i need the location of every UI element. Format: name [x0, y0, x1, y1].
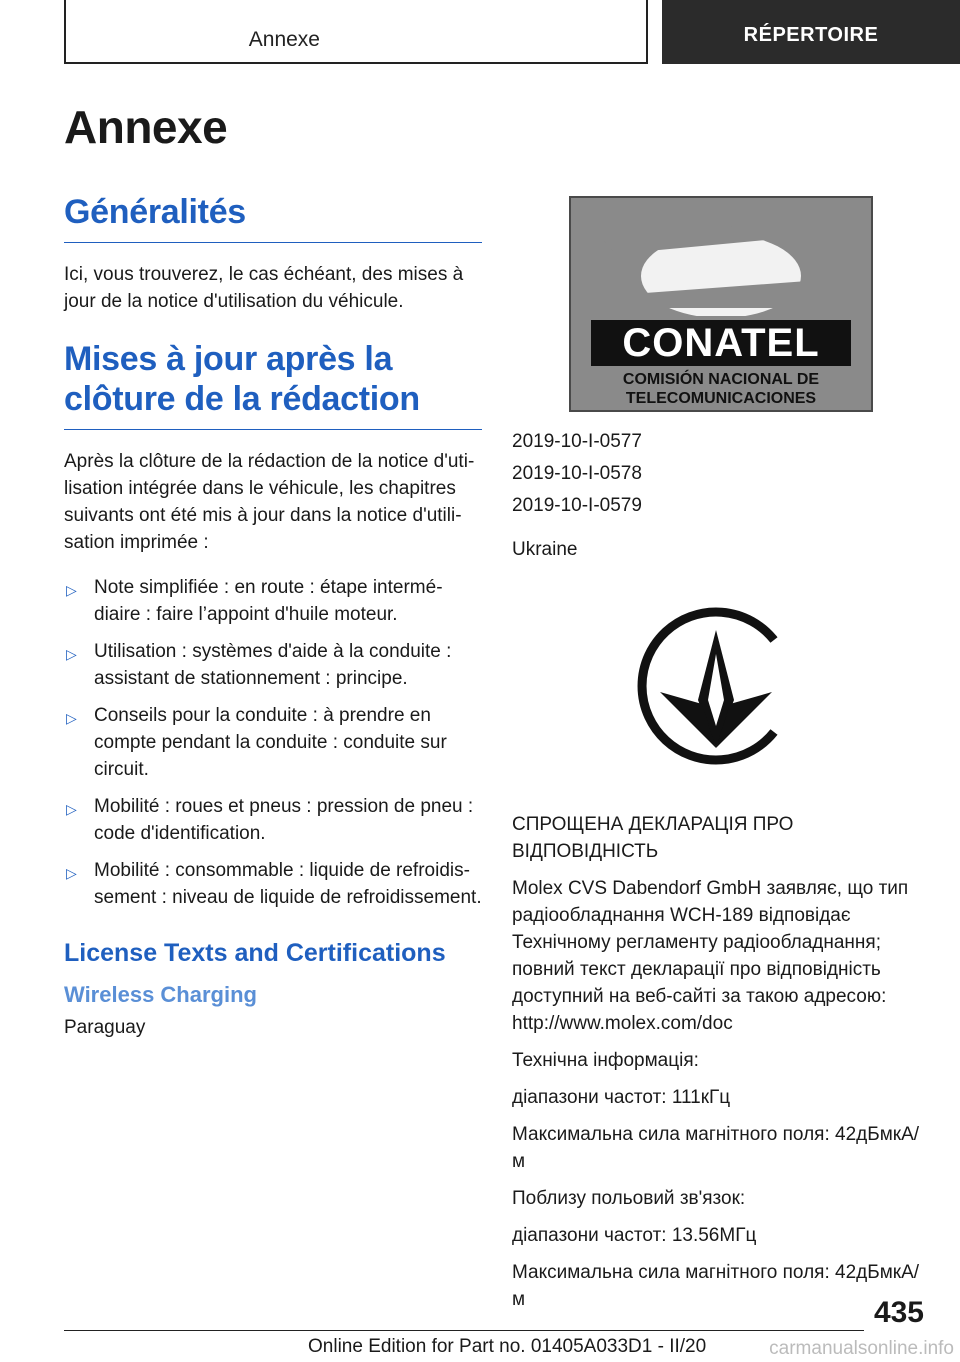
conatel-name: CONATEL	[591, 320, 851, 366]
paragraph-generalites: Ici, vous trouverez, le cas échéant, des mises à jour de la notice d'utilisation du véhicule.	[64, 264, 464, 312]
frequency-range-1: діапазони частот: 111кГц	[512, 1087, 731, 1108]
triangle-bullet-icon: ▷	[66, 646, 77, 662]
cert-number: 2019-10-I-0577	[512, 431, 642, 452]
left-column	[64, 192, 482, 1065]
conatel-subtitle: COMISIÓN NACIONAL DE TELECOMUNICACIONES	[622, 371, 820, 407]
ukraine-conformity-mark-icon	[624, 596, 804, 776]
footer-divider	[64, 1330, 864, 1331]
paragraph-mises-a-jour: Après la clôture de la rédaction de la notice d'utilisation intégrée dans le véhicule, les chapitres suivants ont été mis à jour dans la notice d'utilisation imprimée :	[64, 451, 475, 553]
country-ukraine: Ukraine	[512, 539, 578, 560]
declaration-text: Molex CVS Dabendorf GmbH заявляє, що тип радіообладнання WCH-189 відповідає Технічному регламенту радіообладнання; повний текст декларації про відповідність доступний на веб-сайті за такою адресою: http://www.molex.com/doc	[512, 878, 909, 1034]
max-field-2: Максимальна сила магнітного поля: 42дБмкА/м	[512, 1262, 920, 1310]
triangle-bullet-icon: ▷	[66, 582, 77, 598]
frequency-range-2: діапазони частот: 13.56МГц	[512, 1225, 757, 1246]
heading-mises-a-jour: Mises à jour après la clôture de la rédaction	[64, 339, 482, 430]
triangle-bullet-icon: ▷	[66, 710, 77, 726]
right-column	[512, 196, 932, 1323]
country-paraguay: Paraguay	[64, 1017, 146, 1038]
max-field-1: Максимальна сила магнітного поля: 42дБмкА/м	[512, 1124, 920, 1172]
cert-number: 2019-10-I-0579	[512, 495, 642, 516]
cert-number: 2019-10-I-0578	[512, 463, 642, 484]
list-item: ▷ Note simplifiée : en route : étape intermédiaire : faire l’appoint d'huile moteur.	[66, 577, 443, 625]
list-item: ▷ Conseils pour la conduite : à prendre en compte pendant la conduite : conduite sur circuit.	[66, 705, 447, 780]
heading-generalites: Généralités	[64, 192, 482, 243]
updated-chapters-list	[64, 574, 482, 911]
tab-repertoire[interactable]: RÉPERTOIRE	[662, 0, 960, 64]
list-item: ▷ Mobilité : consommable : liquide de refroidissement : niveau de liquide de refroidissement.	[66, 860, 482, 908]
heading-license-texts: License Texts and Certifications	[64, 939, 446, 967]
declaration-title: СПРОЩЕНА ДЕКЛАРАЦІЯ ПРО ВІДПОВІДНІСТЬ	[512, 814, 794, 862]
heading-wireless-charging: Wireless Charging	[64, 982, 257, 1007]
conatel-emblem-icon	[571, 198, 871, 316]
triangle-bullet-icon: ▷	[66, 801, 77, 817]
conatel-logo	[569, 196, 873, 412]
tech-info-label: Технічна інформація:	[512, 1050, 699, 1071]
header-section-label: Annexe	[248, 28, 320, 51]
near-field-label: Поблизу польовий зв'язок:	[512, 1188, 746, 1209]
triangle-bullet-icon: ▷	[66, 865, 77, 881]
header-frame	[64, 0, 648, 64]
footer-edition: Online Edition for Part no. 01405A033D1 - II/20	[308, 1336, 707, 1357]
watermark: carmanualsonline.info	[769, 1338, 954, 1359]
list-item: ▷ Mobilité : roues et pneus : pression de pneu : code d'identification.	[66, 796, 474, 844]
list-item: ▷ Utilisation : systèmes d'aide à la conduite : assistant de stationnement : principe.	[66, 641, 452, 689]
chapter-title: Annexe	[64, 101, 228, 153]
page-number: 435	[873, 1296, 924, 1329]
